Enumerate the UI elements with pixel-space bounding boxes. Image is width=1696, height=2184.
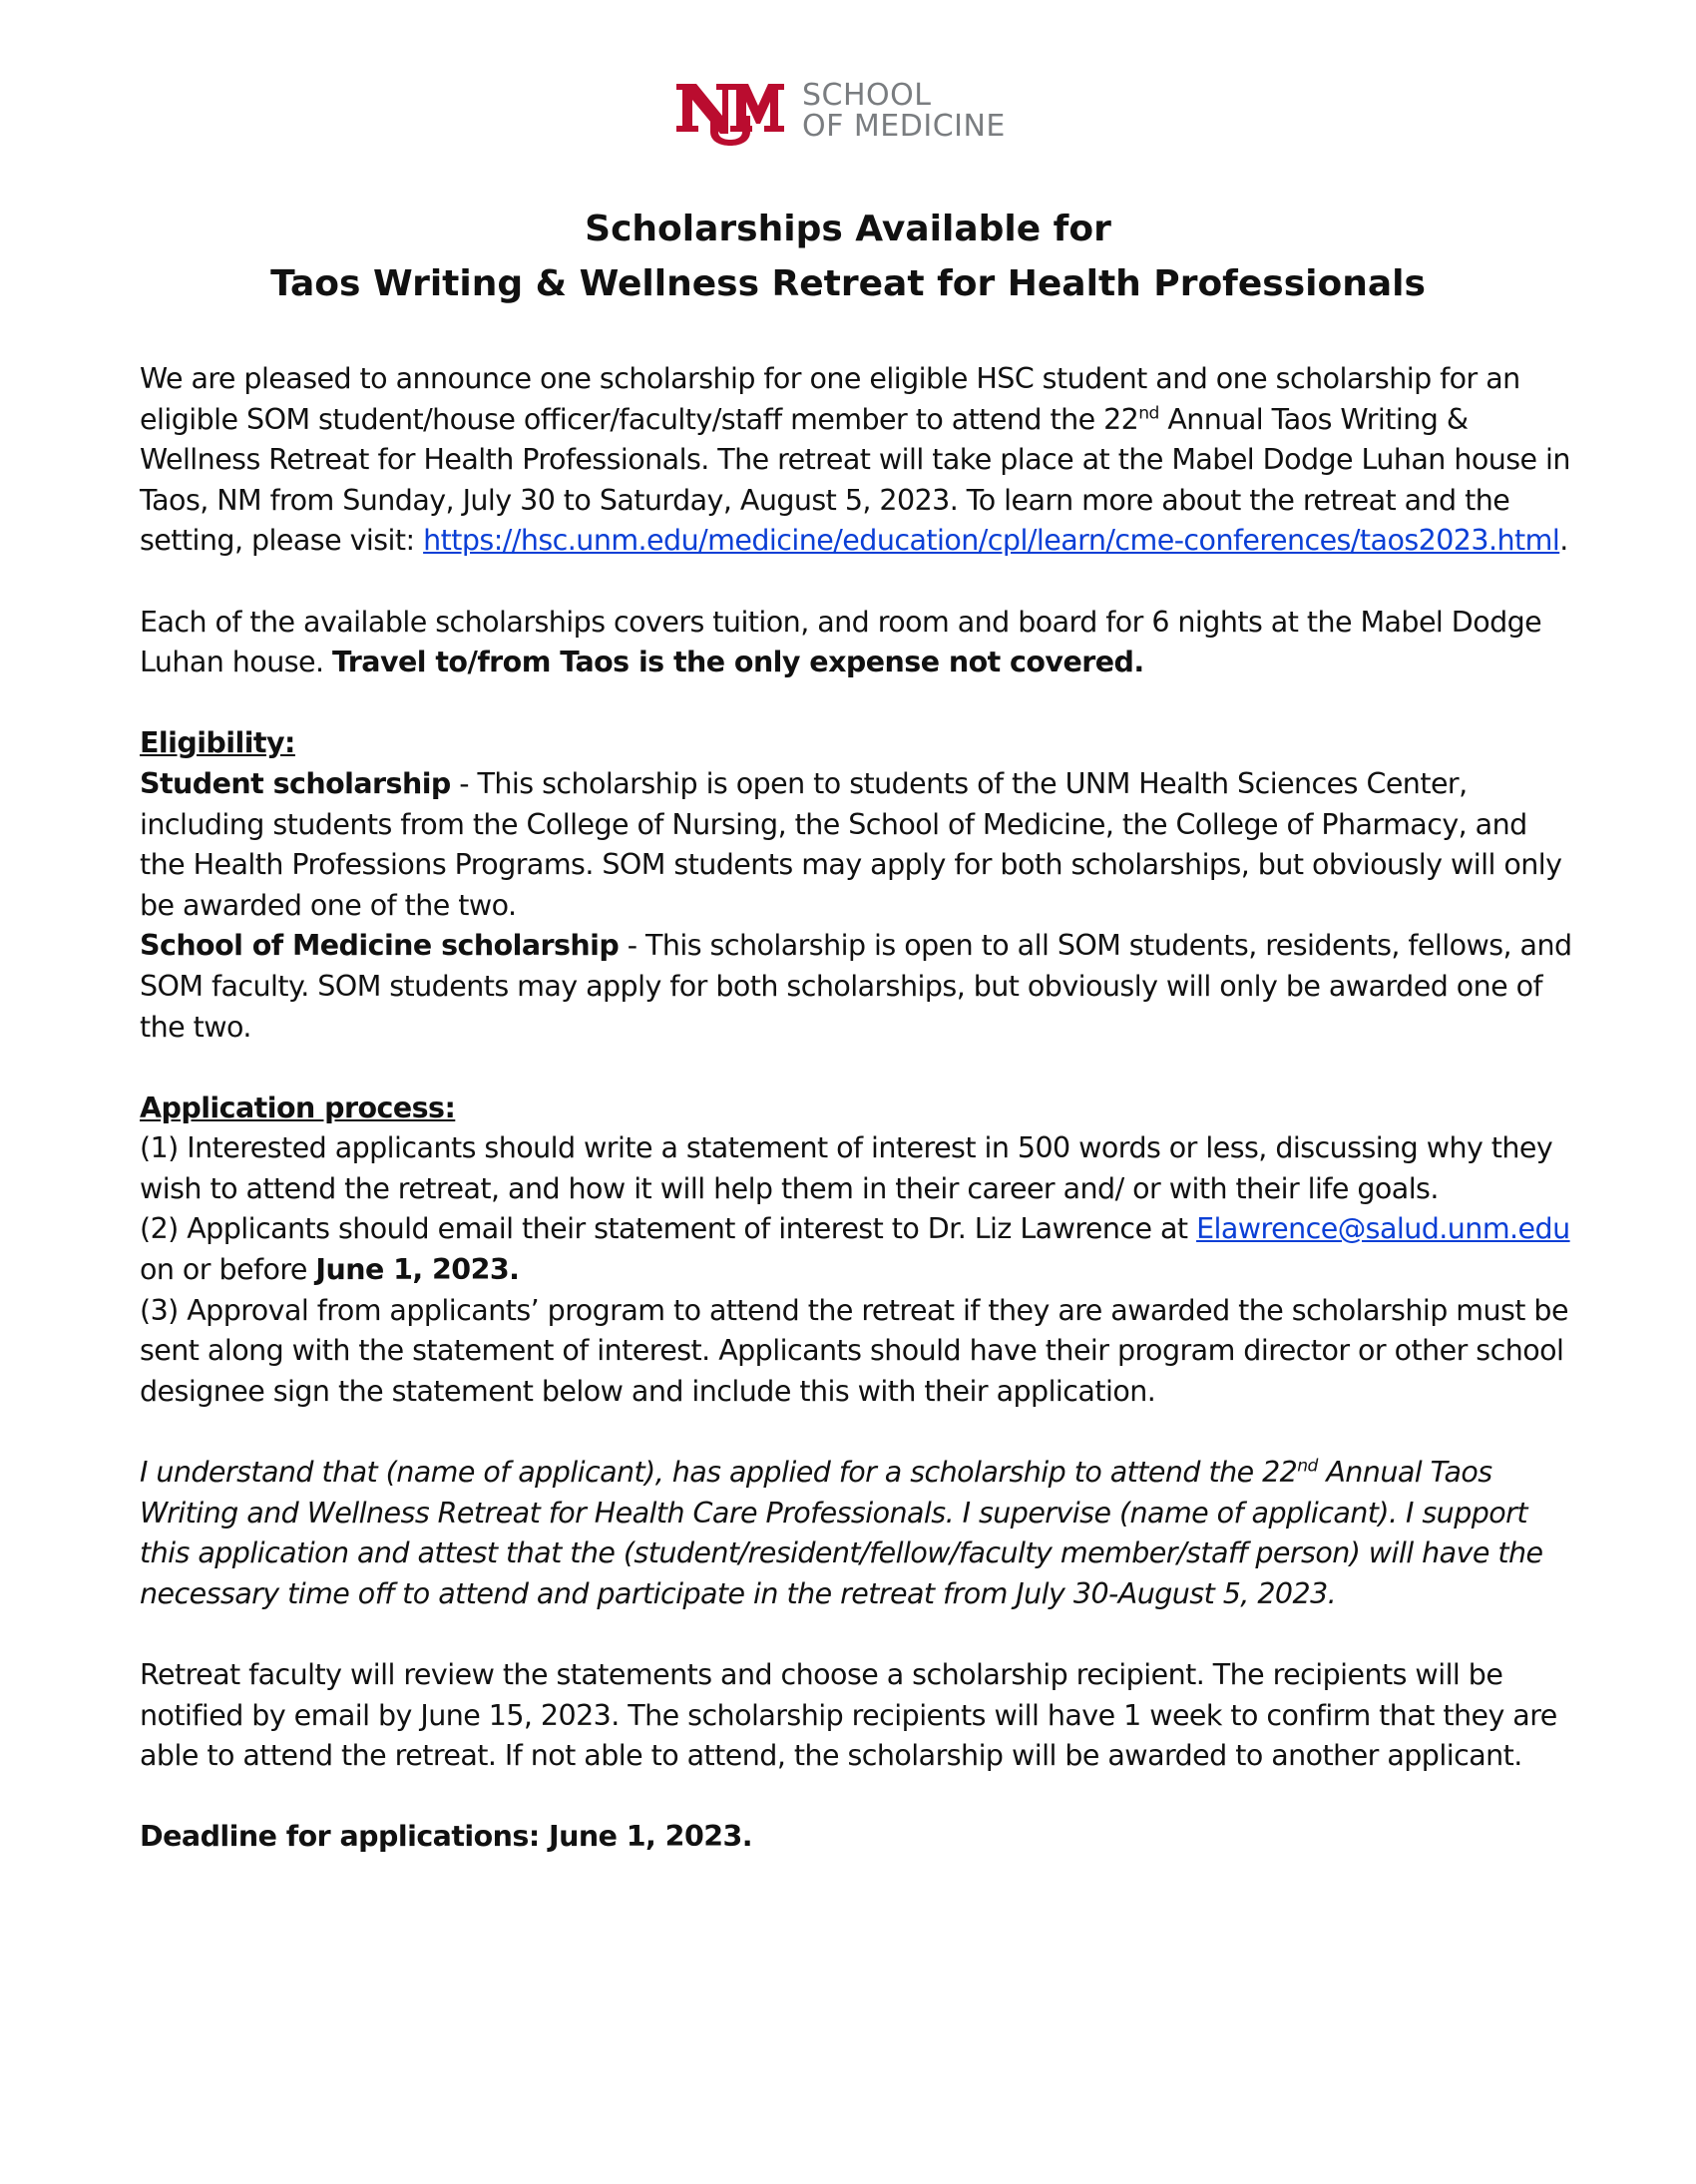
page-title — [0, 202, 1696, 311]
review-paragraph: Retreat faculty will review the statements and choose a scholarship recipient. The recipients will be notified by email by June 15, 2023. The scholarship recipients will have 1 week to confirm that they are able to attend the retreat. If not able to attend, the scholarship will be awarded to another applicant. — [140, 1658, 1557, 1773]
intro-superscript: nd — [1138, 403, 1159, 424]
som-scholarship-text: - This scholarship is open to all SOM students, residents, fellows, and SOM faculty. SOM students may apply for both scholarships, but obviously will only be awarded one of the two. — [140, 929, 1572, 1044]
application-step-1: (1) Interested applicants should write a statement of interest in 500 words or less, discussing why they wish to attend the retreat, and how it will help them in their career and/ or with their life goals. — [140, 1131, 1553, 1205]
logo-line-1: SCHOOL — [802, 78, 932, 113]
step-2-text: (2) Applicants should email their statement of interest to Dr. Liz Lawrence at — [140, 1212, 1197, 1246]
application-heading: Application process: — [140, 1091, 456, 1124]
attestation-text-continued: Annual Taos Writing and Wellness Retreat for Health Care Professionals. I supervise (name of applicant). I support this application and attest that the (student/resident/fellow/faculty member/staff person) will have the necessary time off to attend and participate in the retreat from July 30-August 5, 2023. — [140, 1456, 1543, 1610]
unm-som-logo — [674, 76, 1006, 146]
intro-text-continued: Annual Taos Writing & Wellness Retreat for Health Professionals. The retreat will take place at the Mabel Dodge Luhan house in Taos, NM from Sunday, July 30 to Saturday, August 5, 2023. To learn more about the retreat and the setting, please visit: — [140, 402, 1570, 558]
coverage-bold-note: Travel to/from Taos is the only expense not covered. — [332, 646, 1144, 679]
title-line-1: Scholarships Available for — [585, 209, 1111, 249]
som-scholarship-label: School of Medicine scholarship — [140, 929, 620, 963]
intro-paragraph — [140, 359, 1576, 562]
attestation-superscript: nd — [1297, 1456, 1318, 1477]
step-2-mid: on or before — [140, 1253, 316, 1287]
student-scholarship-paragraph — [140, 764, 1576, 926]
student-scholarship-label: Student scholarship — [140, 766, 451, 800]
unm-monogram-icon — [674, 76, 786, 146]
attestation-text: I understand that (name of applicant), has applied for a scholarship to attend the 22 — [140, 1456, 1298, 1490]
email-link[interactable]: Elawrence@salud.unm.edu — [1196, 1212, 1570, 1246]
logo-wordmark — [802, 80, 1006, 142]
title-line-2: Taos Writing & Wellness Retreat for Health Professionals — [270, 263, 1426, 304]
logo-line-2: OF MEDICINE — [802, 109, 1006, 144]
student-scholarship-text: - This scholarship is open to students of the UNM Health Sciences Center, including students from the College of Nursing, the School of Medicine, the College of Pharmacy, and the Health Professions Programs. SOM students may apply for both scholarships, but obviously will only be awarded one of the two. — [140, 766, 1562, 922]
intro-text: We are pleased to announce one scholarship for one eligible HSC student and one scholarship for an eligible SOM student/house officer/faculty/staff member to attend the 22 — [140, 362, 1520, 436]
eligibility-heading: Eligibility: — [140, 726, 295, 760]
application-step-2 — [140, 1209, 1576, 1290]
deadline-line — [140, 1817, 1576, 1858]
application-step-3: (3) Approval from applicants’ program to attend the retreat if they are awarded the scholarship must be sent along with the statement of interest. Applicants should have their program director or other school designee sign the statement below and include this with their application. — [140, 1293, 1568, 1408]
attestation-statement — [140, 1453, 1576, 1614]
step-2-date: June 1, 2023. — [315, 1253, 520, 1287]
coverage-text: Each of the available scholarships covers tuition, and room and board for 6 nights at the Mabel Dodge Luhan house. — [140, 605, 1542, 679]
deadline-text: Deadline for applications: June 1, 2023. — [140, 1820, 753, 1854]
coverage-paragraph — [140, 603, 1576, 683]
document-body — [140, 359, 1576, 1858]
retreat-info-link[interactable]: https://hsc.unm.edu/medicine/education/cpl/learn/cme-conferences/taos2023.html — [423, 524, 1560, 558]
som-scholarship-paragraph — [140, 926, 1576, 1048]
intro-end: . — [1559, 524, 1568, 558]
